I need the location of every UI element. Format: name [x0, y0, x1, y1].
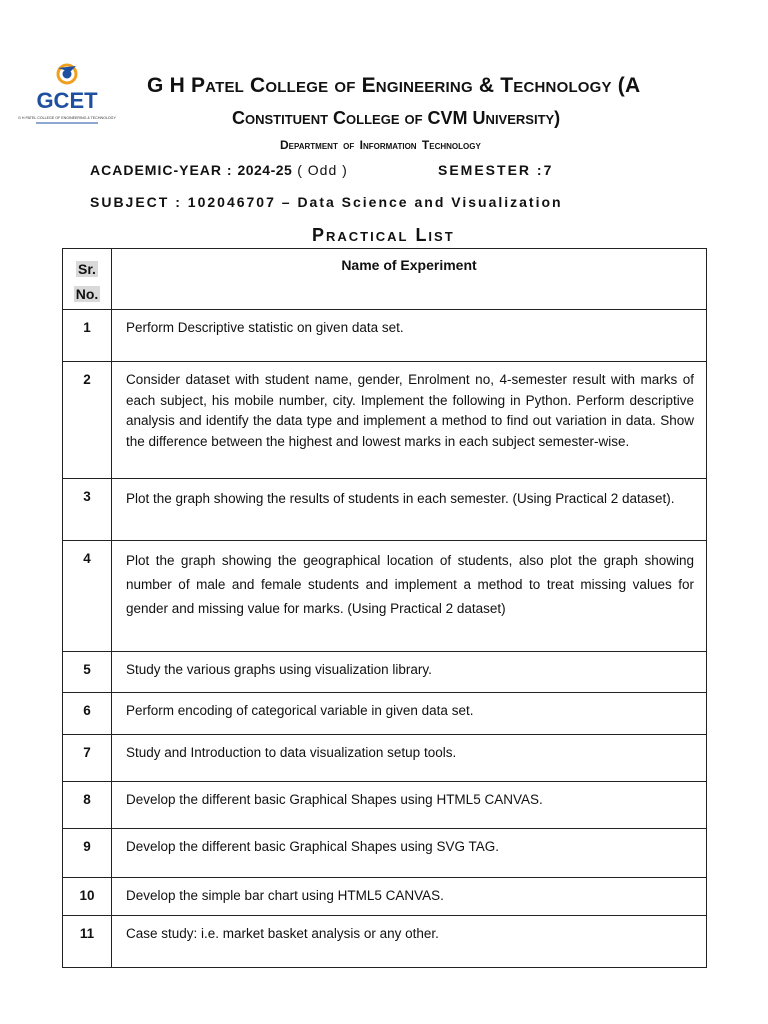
sr-no-header: [63, 249, 112, 310]
table-row: [63, 878, 707, 916]
academic-year-label: ACADEMIC-YEAR :: [90, 162, 238, 178]
experiment-text: Consider dataset with student name, gender, Enrolment no, 4-semester result with marks of each subject, his mobile number, city. Implement the following in Python. Perform descriptive analysis and identify the data type and implement a method to find out variation in data. Show the difference between the highest and lowest marks in each subject semester-wise.: [112, 362, 707, 479]
academic-year-value: 2024-25: [237, 162, 293, 178]
experiment-text: Study the various graphs using visualization library.: [112, 652, 707, 693]
department-name: Department of Information Technology: [280, 138, 481, 152]
experiment-text: Develop the different basic Graphical Shapes using HTML5 CANVAS.: [112, 782, 707, 829]
academic-year-term: ( Odd ): [297, 162, 348, 178]
college-name-line1: G H Patel College of Engineering & Technology (A: [147, 74, 641, 97]
sr-header-line2: No.: [75, 286, 99, 302]
experiment-text: Plot the graph showing the results of students in each semester. (Using Practical 2 dataset).: [112, 479, 707, 541]
subject-value: 102046707 – Data Science and Visualization: [187, 194, 563, 210]
experiment-text: Case study: i.e. market basket analysis or any other.: [112, 915, 707, 967]
row-number: 3: [63, 479, 112, 541]
row-number: 5: [63, 652, 112, 693]
experiment-text: Plot the graph showing the geographical location of students, also plot the graph showing number of male and female students and implement a method to treat missing values for gender and missing value for marks. (Using Practical 2 dataset): [112, 541, 707, 652]
table-row: [63, 479, 707, 541]
semester-label: SEMESTER :: [438, 162, 544, 178]
college-logo: [18, 62, 116, 128]
row-number: 10: [63, 878, 112, 916]
practical-list-table: [62, 248, 707, 968]
row-number: 11: [63, 915, 112, 967]
experiment-name-header: Name of Experiment: [112, 249, 707, 310]
table-row: [63, 735, 707, 782]
row-number: 6: [63, 693, 112, 735]
subject-label: SUBJECT :: [90, 194, 188, 210]
logo-text: GCET: [36, 88, 98, 113]
experiment-text: Study and Introduction to data visualization setup tools.: [112, 735, 707, 782]
logo-subtext: G H PATEL COLLEGE OF ENGINEERING & TECHNOLOGY: [18, 116, 116, 120]
row-number: 1: [63, 310, 112, 362]
table-row: [63, 652, 707, 693]
experiment-text: Perform Descriptive statistic on given data set.: [112, 310, 707, 362]
semester: [438, 162, 553, 178]
table-row: [63, 782, 707, 829]
sr-header-line1: Sr.: [78, 261, 96, 277]
row-number: 8: [63, 782, 112, 829]
practical-list-title: Practical List: [312, 225, 455, 245]
experiment-text: Develop the simple bar chart using HTML5 CANVAS.: [112, 878, 707, 916]
table-row: [63, 362, 707, 479]
row-number: 7: [63, 735, 112, 782]
table-row: [63, 310, 707, 362]
experiment-text: Develop the different basic Graphical Shapes using SVG TAG.: [112, 829, 707, 878]
table-row: [63, 915, 707, 967]
table-row: [63, 541, 707, 652]
semester-value: 7: [543, 162, 554, 178]
table-header-row: [63, 249, 707, 310]
table-row: [63, 829, 707, 878]
experiment-text: Perform encoding of categorical variable in given data set.: [112, 693, 707, 735]
subject: [90, 194, 563, 210]
row-number: 2: [63, 362, 112, 479]
college-name-line2: Constituent College of CVM University): [232, 108, 561, 128]
row-number: 9: [63, 829, 112, 878]
academic-year: [90, 162, 348, 178]
row-number: 4: [63, 541, 112, 652]
table-row: [63, 693, 707, 735]
